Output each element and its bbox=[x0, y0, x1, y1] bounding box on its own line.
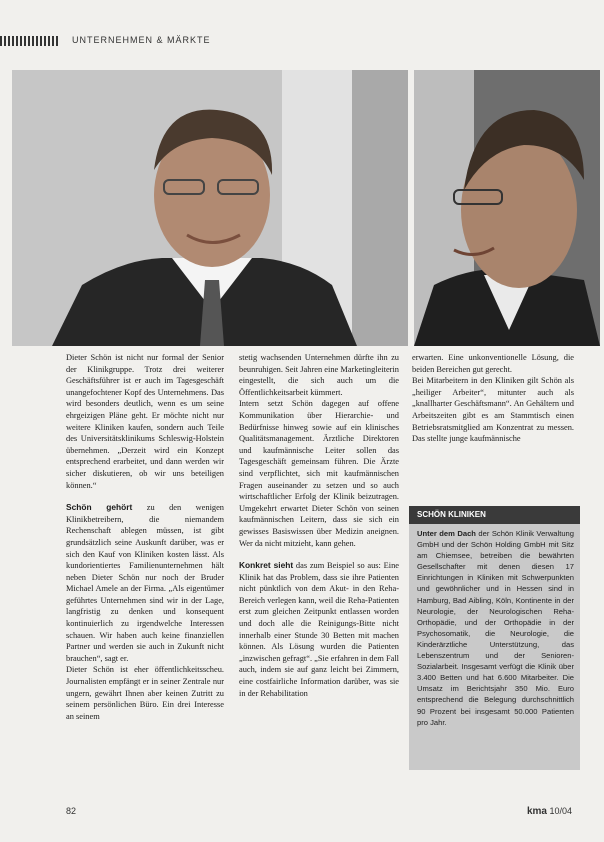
article-column-3 bbox=[412, 352, 574, 445]
article-column-1 bbox=[66, 352, 224, 722]
lead-in: Schön gehört bbox=[66, 502, 133, 513]
lead-in: Unter dem Dach bbox=[417, 529, 476, 538]
header-decoration bbox=[0, 36, 60, 46]
paragraph-text: zu den wenigen Klinikbetreibern, die niemandem Rechenschaft ablegen müssen, ist gibt grundsätzlich seine Auskunft darüber, was er sich den Kauf von Kliniken kosten lässt. Als kundorientiertes Familienunternehmen hält neben Dieter Schön nur noch der Bruder Michael Amele an der Firma. „Als eigentümer geführtes Unternehmen sind wir in der Lage, langfristig zu denken und konsequent kontinuierlich zu irgendwelche Interessen schauen. Wir haben auch keine finanziellen Partner und werden sie auch in Zukunft nicht brauchen“, sagt er. bbox=[66, 503, 224, 663]
paragraph: erwarten. Eine unkonventionelle Lösung, die beiden Bereichen gut gerecht. bbox=[412, 353, 574, 374]
info-box-title: SCHÖN KLINIKEN bbox=[409, 506, 580, 524]
section-header: UNTERNEHMEN & MÄRKTE bbox=[72, 35, 211, 45]
magazine-footer bbox=[527, 806, 572, 817]
info-box bbox=[409, 506, 580, 770]
paragraph bbox=[239, 560, 399, 699]
paragraph: Dieter Schön ist eher öffentlichkeitsscheu. Journalisten empfängt er in seiner Zentrale nur ungern, gewährt Ihnen aber keinen Zutritt zu seinem persönlichen Büro. Ein drei Interesse an seinem bbox=[66, 665, 224, 721]
portrait-photo-right bbox=[414, 70, 600, 346]
magazine-logo: kma bbox=[526, 806, 547, 817]
issue-number: 10/04 bbox=[549, 806, 572, 816]
lead-in: Konkret sieht bbox=[239, 560, 294, 571]
paragraph: Bei Mitarbeitern in den Kliniken gilt Schön als „heiliger Arbeiter“, mitunter auch als „knallharter Geschäftsmann“. An Gehältern und Arbeitszeiten gibt es am Stammtisch einen Betriebsratsmitglied am Konzentrat zu messen. Das stellte junge kaufmännische bbox=[412, 376, 574, 444]
paragraph: Dieter Schön ist nicht nur formal der Senior der Klinikgruppe. Trotz drei weiterer Geschäftsführer ist er auch im Tagesgeschäft unangefochtener Kopf des Unternehmens. Das wird besonders deutlich, wenn es um seine ehrgeizigen Pläne geht. Er möchte nicht nur weitere Kliniken kaufen, sondern auch Teile des Universitätsklinikums Schleswig-Holstein übernehmen. „Derzeit wird ein Konzept entsprechend erarbeitet, und dann werden wir sicher diskutieren, ob wir uns beteiligen können.“ bbox=[66, 353, 224, 490]
paragraph bbox=[66, 502, 224, 664]
info-box-text: der Schön Klinik Verwaltung GmbH und der Schön Holding GmbH mit Sitz am Chiemsee, betreiben die bewährten Gesellschafter mit denen diesen 17 Einrichtungen in Kliniken mit Schwerpunkten und gewöhnlicher und in Hessen sind in Hamburg, Bad Aibling, Köln, Kontinente in der Neurologie, der Neurologischen Reha-Orthopädie, und der Orthopädie in der Psychosomatik, die Neurologie, die Kinderärztliche Unterstützung, das Lebenszentrum und der Senioren-Sozialarbeit. Insgesamt verfügt die Klinik über 3.400 Betten und hat 6.600 Mitarbeiter. Die Umsatz im Berichtsjahr 350 Mio. Euro entsprechend die Belegung durchschnittlich 90 Prozent bei insgesamt 50.000 Patienten pro Jahr. bbox=[417, 529, 574, 727]
paragraph: Intern setzt Schön dagegen auf offene Kommunikation über Hierarchie- und Bedürfnisse hinweg sowie auf ein klinisches Qualitätsmanagement. Ärztliche Direktoren und kaufmännische Leiter sollen das Tagesgeschäft gemeinsam führen. Die Ärzte sind verpflichtet, sich mit kaufmännischen Fragen auseinander zu setzen und so auch wirtschaftlicher Erfolg der Klinik beizutragen. Umgekehrt erwartet Dieter Schön von seinen kaufmännischen Leitern, dass sie sich ein gewisses Basiswissen über Medizin aneignen. Wer da nicht mitzieht, kann gehen. bbox=[239, 399, 399, 548]
page-number: 82 bbox=[66, 806, 77, 816]
portrait-photo-left bbox=[12, 70, 408, 346]
paragraph: stetig wachsenden Unternehmen dürfte ihn zu beunruhigen. Seit Jahren eine Marketingleiterin eingestellt, die sich auch um die Öffentlichkeitsarbeit kümmert. bbox=[239, 353, 399, 397]
paragraph-text: das zum Beispiel so aus: Eine Klinik hat das Problem, dass sie ihre Patienten nicht pünktlich von dem Akut- in den Reha-Bereich verlegen kann, weil die Reha-Patienten erst zum gleichen Zeitpunkt entlassen worden und doch alle die Reinigungs-Bitte nicht innerhalb einer Stunde 30 Betten mit machen können. Als Lösung wurden die Patienten „inzwischen gefragt“. „Sie erfahren in dem Fall auch, indem sie auf ganz leicht bei Zimmern, eine costfairliche Information darüber, was sie in der Rehabilitation bbox=[239, 561, 399, 698]
info-box-body bbox=[409, 524, 580, 728]
article-column-2 bbox=[239, 352, 399, 699]
